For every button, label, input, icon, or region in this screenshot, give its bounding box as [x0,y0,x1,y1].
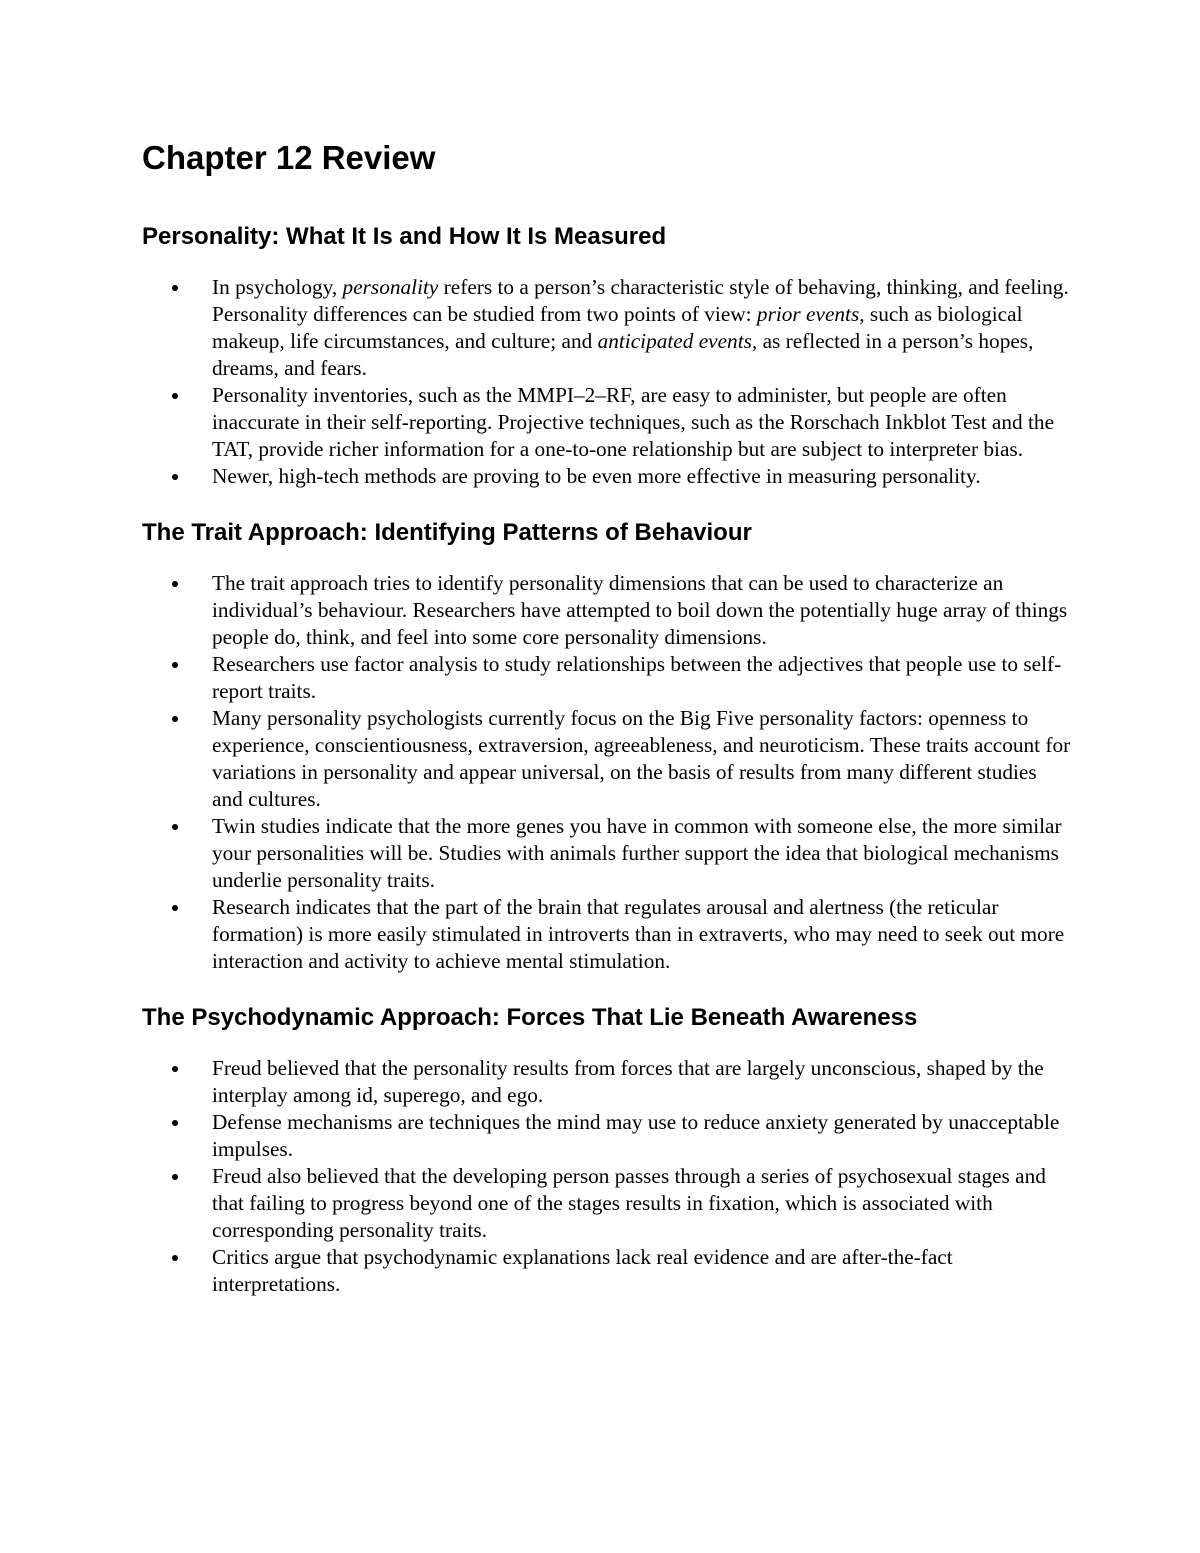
bullet-icon [172,285,178,291]
bullet-text: such as biological makeup, life circumstances, and culture; and [212,302,1023,353]
bullet-text-italic: anticipated events, [597,329,758,353]
bullet-icon [172,1255,178,1261]
bullet-icon [172,716,178,722]
list-item [142,274,1072,382]
list-item [142,1163,1072,1244]
bullet-list-trait-approach [142,570,1072,975]
list-item [142,382,1072,463]
bullet-text: refers to a person’s characteristic style of behaving, thinking, and feeling. Personality differences can be studied from two points of view: [212,275,1069,326]
bullet-text: Many personality psychologists currently focus on the Big Five personality factors: openness to experience, conscientiousness, extraversion, agreeableness, and neuroticism. These traits account for variations in personality and appear universal, on the basis of results from many different studies and cultures. [212,706,1071,811]
bullet-text-italic: personality [342,275,439,299]
bullet-list-personality [142,274,1072,490]
bullet-icon [172,581,178,587]
bullet-text: Researchers use factor analysis to study relationships between the adjectives that people use to self-report traits. [212,652,1062,703]
bullet-icon [172,1066,178,1072]
list-item [142,1055,1072,1109]
bullet-text: Twin studies indicate that the more genes you have in common with someone else, the more similar your personalities will be. Studies with animals further support the idea that biological mechanisms underlie personality traits. [212,814,1062,892]
bullet-text: The trait approach tries to identify personality dimensions that can be used to characterize an individual’s behaviour. Researchers have attempted to boil down the potentially huge array of things people do, think, and feel into some core personality dimensions. [212,571,1068,649]
bullet-text: Freud believed that the personality results from forces that are largely unconscious, shaped by the interplay among id, superego, and ego. [212,1056,1044,1107]
bullet-icon [172,474,178,480]
section-heading-psychodynamic-approach: The Psychodynamic Approach: Forces That Lie Beneath Awareness [142,1004,918,1031]
bullet-text: Newer, high-tech methods are proving to be even more effective in measuring personality. [212,464,981,488]
list-item [142,463,1072,490]
bullet-text: Research indicates that the part of the brain that regulates arousal and alertness (the reticular formation) is more easily stimulated in introverts than in extraverts, who may need to seek out more interaction and activity to achieve mental stimulation. [212,895,1065,973]
bullet-text: Freud also believed that the developing person passes through a series of psychosexual stages and that failing to progress beyond one of the stages results in fixation, which is associated with corresponding personality traits. [212,1164,1046,1242]
bullet-icon [172,662,178,668]
list-item [142,1244,1072,1298]
list-item [142,651,1072,705]
page-title: Chapter 12 Review [142,139,436,176]
bullet-text: In psychology, [212,275,343,299]
bullet-text-italic: prior events, [756,302,865,326]
list-item [142,813,1072,894]
bullet-icon [172,905,178,911]
list-item [142,570,1072,651]
section-heading-personality: Personality: What It Is and How It Is Measured [142,223,667,250]
bullet-text: Defense mechanisms are techniques the mind may use to reduce anxiety generated by unacceptable impulses. [212,1110,1060,1161]
bullet-icon [172,824,178,830]
list-item [142,705,1072,813]
bullet-text: as reflected in a person’s hopes, dreams, and fears. [212,329,1034,380]
bullet-icon [172,393,178,399]
bullet-list-psychodynamic-approach [142,1055,1072,1298]
section-heading-trait-approach: The Trait Approach: Identifying Patterns of Behaviour [142,519,752,546]
bullet-icon [172,1174,178,1180]
bullet-text: Personality inventories, such as the MMPI–2–RF, are easy to administer, but people are often inaccurate in their self-reporting. Projective techniques, such as the Rorschach Inkblot Test and the TAT, provide richer information for a one-to-one relationship but are subject to interpreter bias. [212,383,1055,461]
bullet-text: Critics argue that psychodynamic explanations lack real evidence and are after-the-fact interpretations. [212,1245,953,1296]
document-body [142,138,1072,1326]
list-item [142,1109,1072,1163]
bullet-icon [172,1120,178,1126]
list-item [142,894,1072,975]
